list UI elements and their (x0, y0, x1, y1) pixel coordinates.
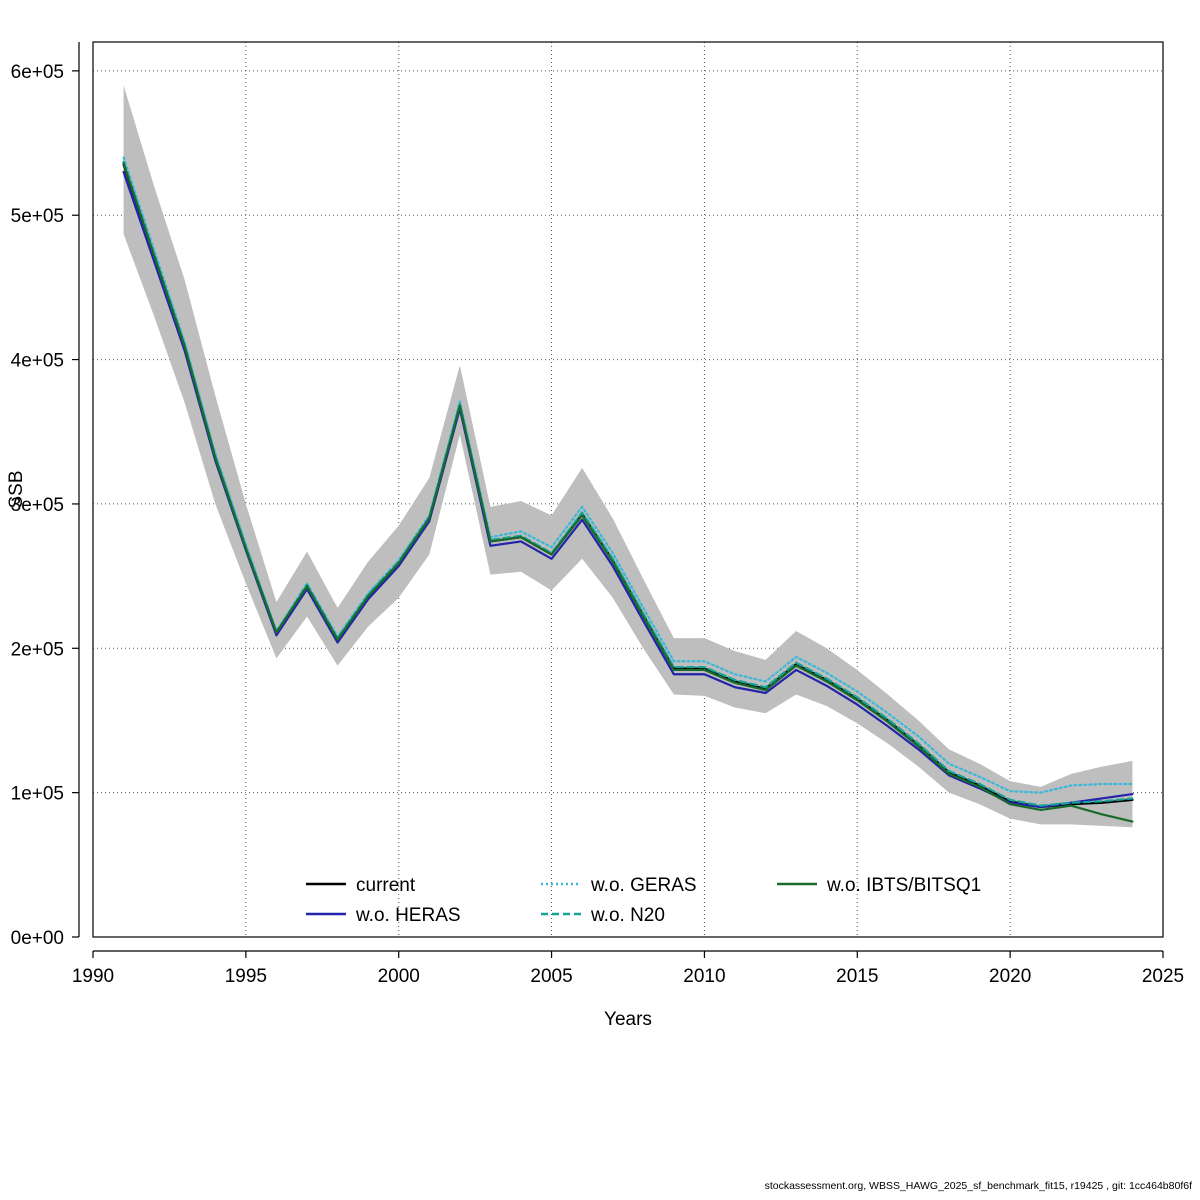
y-tick-label: 0e+00 (10, 928, 64, 949)
series-line-4 (124, 163, 1133, 821)
series-line-3 (124, 162, 1133, 806)
series-line-1 (124, 172, 1133, 807)
x-axis-title: Years (604, 1009, 652, 1030)
x-tick-label: 2000 (377, 966, 420, 987)
legend (306, 875, 981, 926)
y-axis-title: SSB (6, 470, 27, 509)
y-tick-label: 6e+05 (10, 61, 64, 83)
legend-label-4: w.o. IBTS/BITSQ1 (827, 875, 982, 896)
footer-note: stockassessment.org, WBSS_HAWG_2025_sf_benchmark_fit15, r19425 , git: 1cc464b80f6f (764, 1180, 1192, 1192)
legend-label-2: w.o. GERAS (591, 875, 697, 896)
legend-label-1: w.o. HERAS (356, 905, 461, 926)
series-line-0 (124, 165, 1133, 807)
y-tick-label: 5e+05 (10, 206, 64, 228)
y-tick-label: 4e+05 (10, 350, 64, 372)
x-tick-label: 2025 (1141, 966, 1185, 987)
x-tick-label: 1995 (224, 966, 267, 987)
series-line-2 (124, 157, 1133, 792)
y-tick-label: 1e+05 (10, 783, 64, 805)
y-tick-label: 2e+05 (10, 639, 64, 661)
legend-label-3: w.o. N20 (591, 905, 665, 926)
legend-label-0: current (356, 875, 416, 896)
x-tick-label: 2015 (836, 966, 879, 987)
x-tick-label: 2005 (530, 966, 573, 987)
y-tick-label: 3e+05 (10, 494, 64, 516)
confidence-band (124, 85, 1133, 827)
x-tick-label: 2010 (683, 966, 726, 987)
x-tick-label: 1990 (71, 966, 115, 987)
x-tick-label: 2020 (989, 966, 1032, 987)
